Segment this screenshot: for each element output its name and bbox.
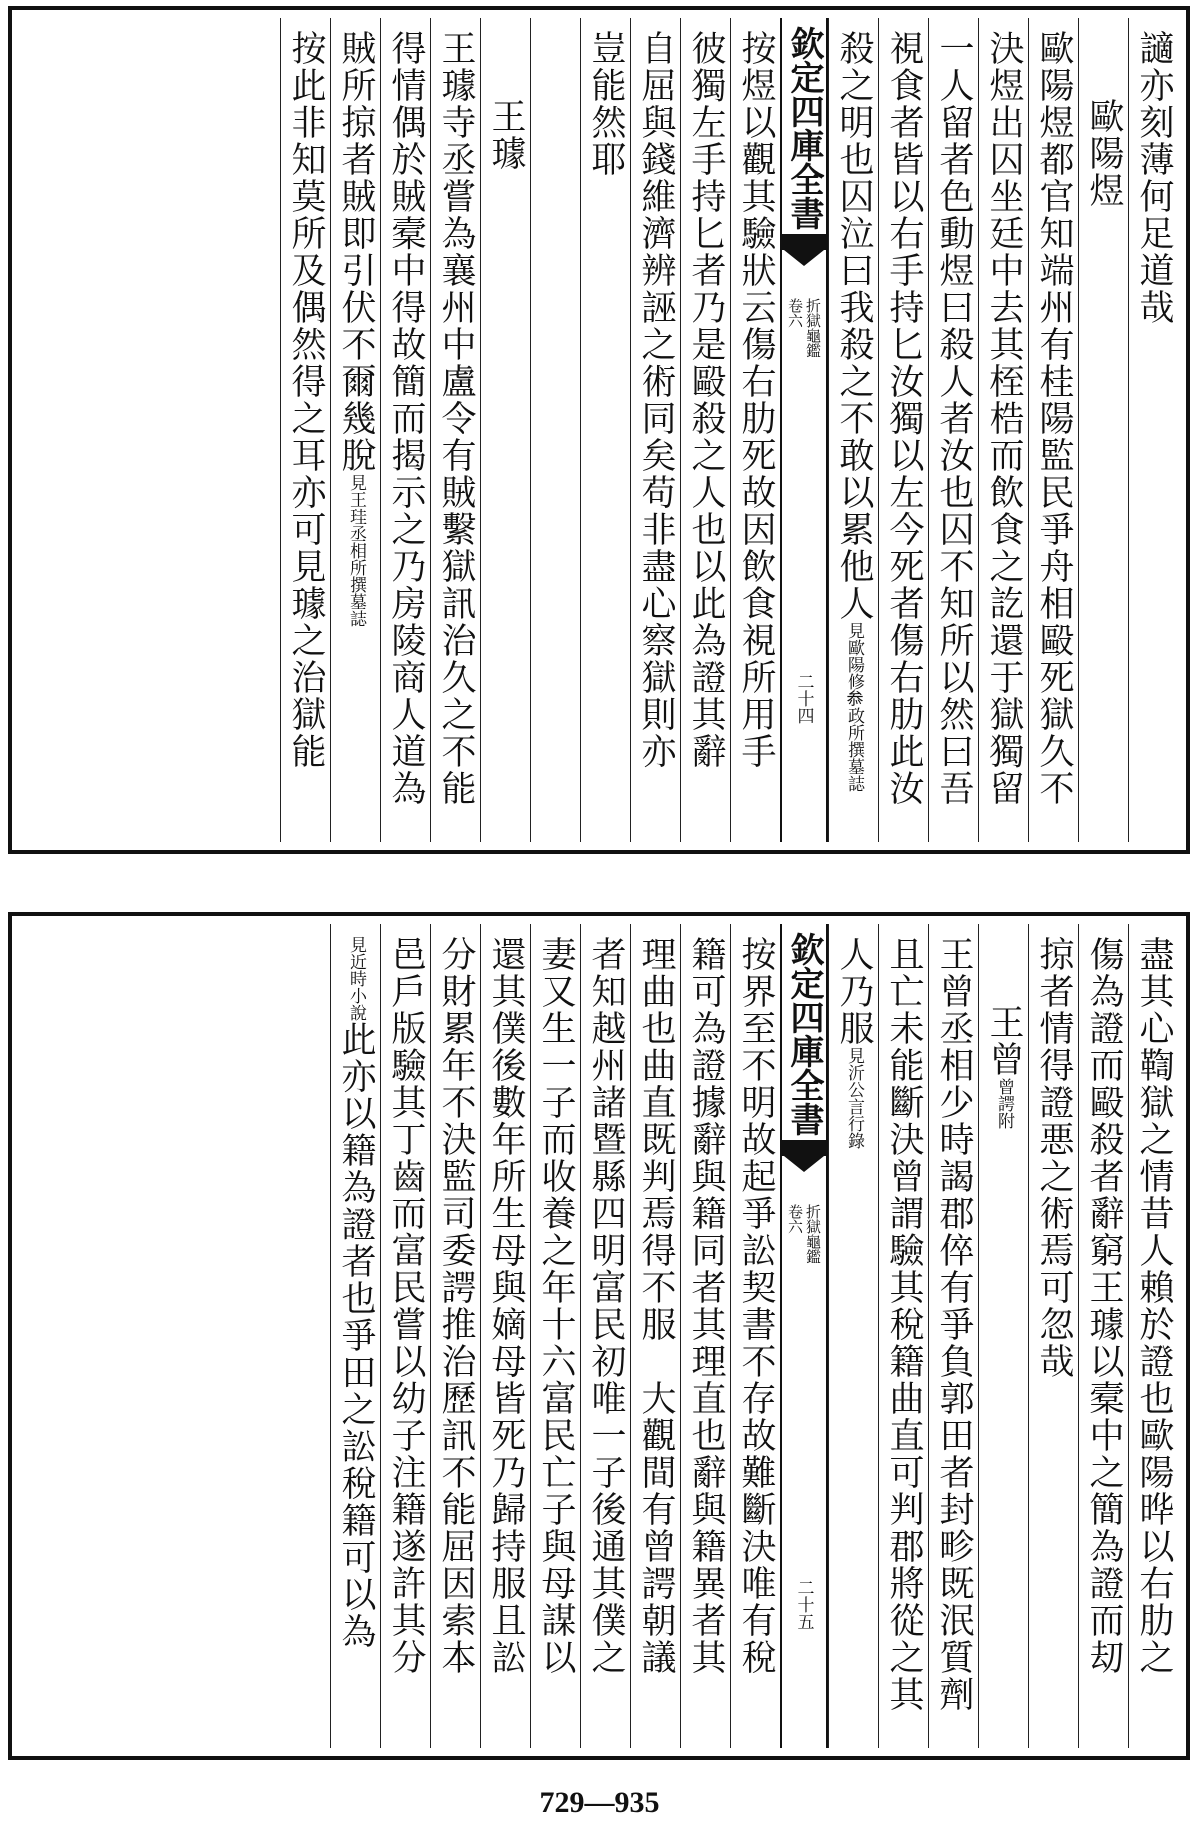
- text-column: 還其僕後數年所生母與嫡母皆死乃歸持服且訟: [480, 924, 530, 1748]
- text-column: 決煜出囚坐廷中去其桎梏而飲食之訖還于獄獨留: [978, 18, 1028, 842]
- text-column: 妻又生一子而收養之年十六富民亡子與母謀以: [530, 924, 580, 1748]
- text-column: 豈能然耶: [580, 18, 630, 842]
- text-column: 歐陽煜都官知端州有桂陽監民爭舟相毆死獄久不: [1028, 18, 1078, 842]
- blank-column: [530, 18, 580, 842]
- section-heading: 王璩: [480, 18, 530, 842]
- text-column: 王曾丞相少時謁郡倅有爭負郭田者封畛既泯質劑: [928, 924, 978, 1748]
- center-fold: [780, 18, 828, 842]
- center-fold: [780, 924, 828, 1748]
- text-column: 殺之明也囚泣曰我殺之不敢以累他人見歐陽修𠫵政所撰墓誌: [828, 18, 878, 842]
- page-identifier: 729—935: [539, 1786, 660, 1819]
- text-column: 一人留者色動煜曰殺人者汝也囚不知所以然曰吾: [928, 18, 978, 842]
- text-column: 傷為證而毆殺者辭窮王璩以槖中之簡為證而刧: [1078, 924, 1128, 1748]
- leaf-number: 二十五: [793, 1579, 814, 1630]
- source-note: 見近時小說: [346, 936, 366, 1021]
- section-title: 折獄龜鑑: [804, 1204, 822, 1264]
- text-column: 彼獨左手持匕者乃是毆殺之人也以此為證其辭: [680, 18, 730, 842]
- heading-note: 曾諤附: [994, 1078, 1014, 1129]
- text-column: 盡其心鞫獄之情昔人賴於證也歐陽晔以右肋之: [1128, 924, 1178, 1748]
- source-note: 見王珪丞相所撰墓誌: [346, 474, 366, 627]
- leaf-number: 二十四: [793, 673, 814, 724]
- source-note: 見歐陽修𠫵政所撰墓誌: [844, 622, 864, 792]
- text-column: 按此非知莫所及偶然得之耳亦可見璩之治獄能: [280, 18, 330, 842]
- section-info: [787, 298, 821, 358]
- text-column: 按界至不明故起爭訟契書不存故難斷決唯有稅: [730, 924, 780, 1748]
- fish-tail-mark: [781, 1140, 827, 1174]
- text-column: 掠者情得證悪之術焉可忽哉: [1028, 924, 1078, 1748]
- text-column: 人乃服見沂公言行錄: [828, 924, 878, 1748]
- text-column: 自屈與錢維濟辨誣之術同矣苟非盡心察獄則亦: [630, 18, 680, 842]
- volume-number: 卷六: [786, 298, 804, 328]
- text-column: 見近時小說此亦以籍為證者也爭田之訟稅籍可以為: [330, 924, 380, 1748]
- text-column: 且亡未能斷決曾謂驗其稅籍曲直可判郡將從之其: [878, 924, 928, 1748]
- text-column: 按煜以觀其驗狀云傷右肋死故因飲食視所用手: [730, 18, 780, 842]
- text-column: 視食者皆以右手持匕汝獨以左今死者傷右肋此汝: [878, 18, 928, 842]
- section-heading: 歐陽煜: [1078, 18, 1128, 842]
- text-column: 分財累年不決監司委諤推治歷訊不能屈因索本: [430, 924, 480, 1748]
- text-column: 讁亦刻薄何足道哉: [1128, 18, 1178, 842]
- top-page-columns: [20, 18, 1178, 842]
- section-info: [787, 1204, 821, 1264]
- book-title: 欽定四庫全書: [784, 26, 824, 230]
- fish-tail-mark: [781, 234, 827, 268]
- text-column: 理曲也曲直既判焉得不服 大觀間有曾諤朝議: [630, 924, 680, 1748]
- text-column: 籍可為證據辭與籍同者其理直也辭與籍異者其: [680, 924, 730, 1748]
- text-column: 者知越州諸暨縣四明富民初唯一子後通其僕之: [580, 924, 630, 1748]
- volume-number: 卷六: [786, 1204, 804, 1234]
- text-column: 王璩寺丞嘗為襄州中盧令有賊繫獄訊治久之不能: [430, 18, 480, 842]
- source-note: 見沂公言行錄: [844, 1047, 864, 1149]
- top-page: [8, 6, 1190, 854]
- text-column: 得情偶於賊槖中得故簡而揭示之乃房陵商人道為: [380, 18, 430, 842]
- section-title: 折獄龜鑑: [804, 298, 822, 358]
- bottom-page: [8, 912, 1190, 1760]
- section-heading: 王曾曾諤附: [978, 924, 1028, 1748]
- text-column: 賊所掠者賊即引伏不爾幾脫見王珪丞相所撰墓誌: [330, 18, 380, 842]
- text-column: 邑戶版驗其丁齒而富民嘗以幼子注籍遂許其分: [380, 924, 430, 1748]
- bottom-page-columns: [20, 924, 1178, 1748]
- book-title: 欽定四庫全書: [784, 932, 824, 1136]
